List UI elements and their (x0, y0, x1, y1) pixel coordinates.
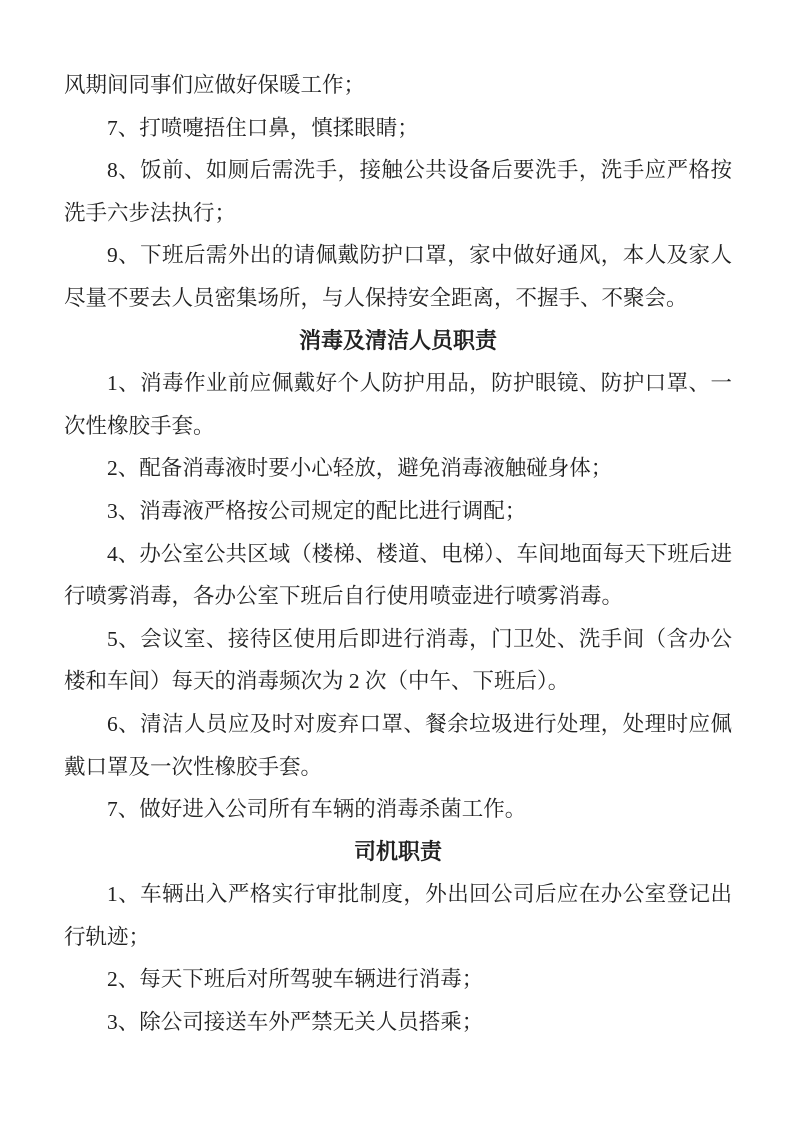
paragraph: 3、除公司接送车外严禁无关人员搭乘； (107, 1010, 484, 1035)
paragraph: 7、打喷嚏捂住口鼻，慎揉眼睛； (107, 115, 419, 140)
paragraph: 4、办公室公共区域（楼梯、楼道、电梯）、车间地面每天下班后进行喷雾消毒，各办公室下班后自行使用喷壶进行喷雾消毒。 (64, 541, 732, 609)
paragraph: 1、车辆出入严格实行审批制度，外出回公司后应在办公室登记出行轨迹； (64, 882, 732, 949)
paragraph: 8、饭前、如厕后需洗手，接触公共设备后要洗手，洗手应严格按洗手六步法执行； (64, 158, 732, 225)
section-heading: 消毒及清洁人员职责 (298, 327, 497, 353)
paragraph: 6、清洁人员应及时对废弃口罩、餐余垃圾进行处理，处理时应佩戴口罩及一次性橡胶手套。 (64, 711, 732, 779)
document-content (64, 64, 732, 1044)
section-heading: 司机职责 (353, 838, 442, 864)
paragraph: 7、做好进入公司所有车辆的消毒杀菌工作。 (107, 797, 527, 822)
paragraph: 2、配备消毒液时要小心轻放，避免消毒液触碰身体； (107, 456, 613, 481)
paragraph: 风期间同事们应做好保暖工作； (64, 73, 366, 97)
paragraph: 9、下班后需外出的请佩戴防护口罩，家中做好通风，本人及家人尽量不要去人员密集场所，与人保持安全距离，不握手、不聚会。 (64, 243, 732, 310)
paragraph: 1、消毒作业前应佩戴好个人防护用品，防护眼镜、防护口罩、一次性橡胶手套。 (64, 371, 732, 438)
paragraph: 5、会议室、接待区使用后即进行消毒，门卫处、洗手间（含办公楼和车间）每天的消毒频次为 2 次（中午、下班后）。 (64, 626, 732, 694)
paragraph: 2、每天下班后对所驾驶车辆进行消毒； (107, 967, 484, 992)
paragraph: 3、消毒液严格按公司规定的配比进行调配； (107, 498, 527, 523)
